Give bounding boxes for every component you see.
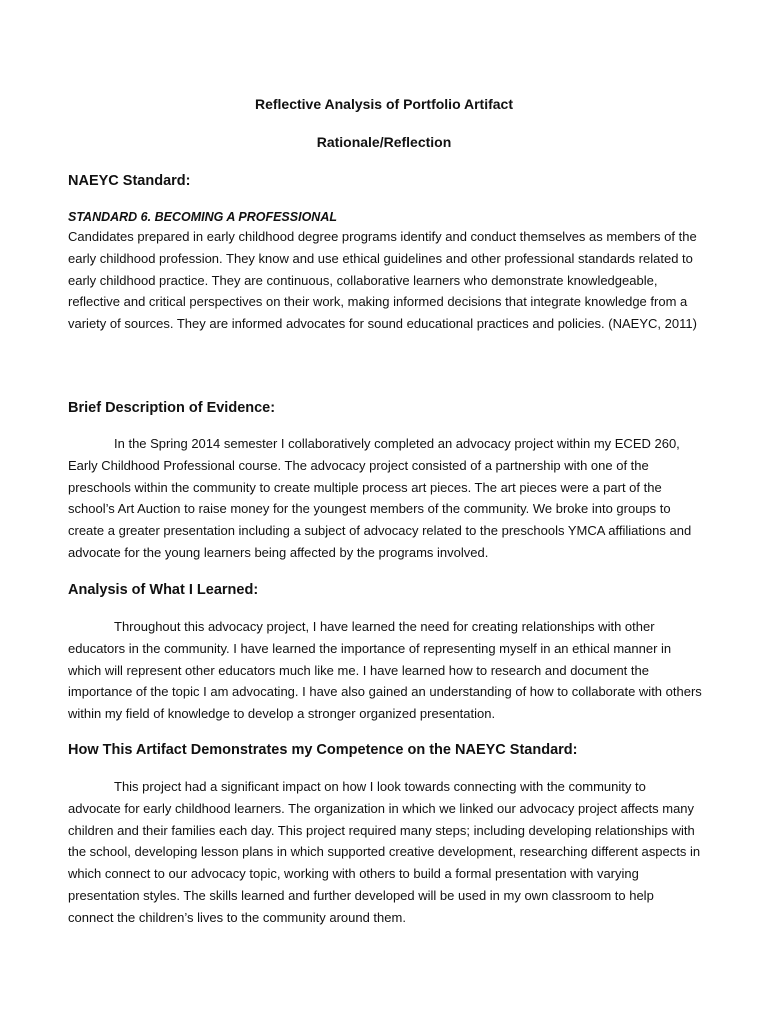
competence-heading: How This Artifact Demonstrates my Competence on the NAEYC Standard: bbox=[68, 742, 578, 758]
standard-heading: NAEYC Standard: bbox=[68, 173, 191, 189]
analysis-body: Throughout this advocacy project, I have learned the need for creating relationships with other educators in the community. I have learned the importance of representing myself in an ethical manner in which will represent other educators much like me. I have learned how to research and document the importance of the topic I am advocating. I have also gained an understanding of how to collaborate with others within my field of knowledge to develop a stronger organized presentation. bbox=[68, 619, 702, 722]
document-subtitle: Rationale/Reflection bbox=[316, 134, 452, 150]
analysis-heading: Analysis of What I Learned: bbox=[68, 582, 259, 598]
brief-description-body: In the Spring 2014 semester I collaboratively completed an advocacy project within my ECED 260, Early Childhood Professional course. The advocacy project consisted of a partnership with one of the preschools within the community to create multiple process art pieces. The art pieces were a part of the school’s Art Auction to raise money for the youngest members of the community. We broke into groups to create a greater presentation including a subject of advocacy related to the preschools YMCA affiliations and advocate for the young learners being affected by the programs involved. bbox=[68, 436, 692, 560]
standard-body: Candidates prepared in early childhood degree programs identify and conduct themselves as members of the early childhood profession. They know and use ethical guidelines and other professional standards related to early childhood practice. They are continuous, collaborative learners who demonstrate knowledgeable, reflective and critical perspectives on their work, making informed decisions that integrate knowledge from a variety of sources. They are informed advocates for sound educational practices and policies. (NAEYC, 2011) bbox=[68, 229, 697, 332]
document-title: Reflective Analysis of Portfolio Artifact bbox=[254, 96, 513, 112]
brief-description-heading: Brief Description of Evidence: bbox=[68, 400, 276, 416]
standard-name: STANDARD 6. BECOMING A PROFESSIONAL bbox=[68, 210, 337, 224]
competence-body: This project had a significant impact on how I look towards connecting with the community to advocate for early childhood learners. The organization in which we linked our advocacy project affects many children and their families each day. This project required many steps; including developing relationships with the school, developing lesson plans in which supported creative development, researching different aspects in which connect to our advocacy topic, working with others to build a formal presentation with varying presentation styles. The skills learned and further developed will be used in my own classroom to help connect the children’s lives to the community around them. bbox=[68, 779, 701, 925]
